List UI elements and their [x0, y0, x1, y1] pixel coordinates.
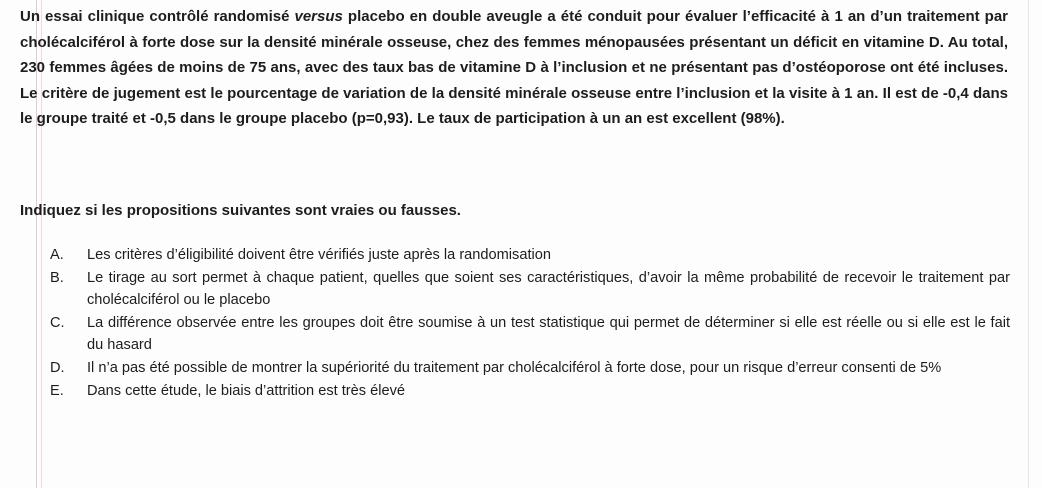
stem-text-end: placebo en double aveugle a été conduit pour évaluer l’efficacité à 1 an d’un traitement par cholécalciférol à forte dose sur la densité minérale osseuse, chez des femmes ménopausées présentant un déficit en vitamine D. Au total, 230 femmes âgées de moins de 75 ans, avec des taux bas de vitamine D à l’inclusion et ne présentant pas d’ostéoporose ont été incluses. Le critère de jugement est le pourcentage de variation de la densité minérale osseuse entre l’inclusion et la visite à 1 an. Il est de -0,4 dans le groupe traité et -0,5 dans le groupe placebo (p=0,93). Le taux de participation à un an est excellent (98%). — [20, 8, 1009, 128]
proposition-letter: E. — [50, 382, 64, 399]
proposition-text: Il n’a pas été possible de montrer la supériorité du traitement par cholécalciférol à forte dose, pour un risque d’erreur consenti de 5% — [87, 359, 942, 376]
proposition-e — [50, 380, 1010, 403]
proposition-letter: A. — [50, 247, 64, 263]
proposition-letter: C. — [50, 314, 65, 331]
proposition-d — [50, 357, 1010, 380]
proposition-b — [50, 267, 1010, 312]
right-margin-rule — [1028, 0, 1029, 488]
proposition-a — [50, 244, 1010, 267]
proposition-text: Dans cette étude, le biais d’attrition est très élevé — [87, 382, 405, 399]
instruction-text: Indiquez si les propositions suivantes sont vraies ou fausses. — [20, 202, 461, 219]
propositions-list — [50, 244, 1010, 402]
proposition-text: La différence observée entre les groupes doit être soumise à un test statistique qui permet de déterminer si elle est réelle ou si elle est le fait du hasard — [87, 314, 1010, 354]
proposition-text: Le tirage au sort permet à chaque patient, quelles que soient ses caractéristiques, d’avoir la même probabilité de recevoir le traitement par cholécalciférol ou le placebo — [87, 269, 1010, 309]
stem-italic-word: versus — [294, 8, 343, 25]
question-stem — [20, 4, 1008, 132]
proposition-c — [50, 312, 1010, 357]
proposition-text: Les critères d’éligibilité doivent être vérifiés juste après la randomisation — [87, 247, 551, 263]
proposition-letter: D. — [50, 359, 65, 376]
stem-text-start: Un essai clinique contrôlé randomisé — [20, 8, 295, 25]
proposition-letter: B. — [50, 269, 64, 286]
